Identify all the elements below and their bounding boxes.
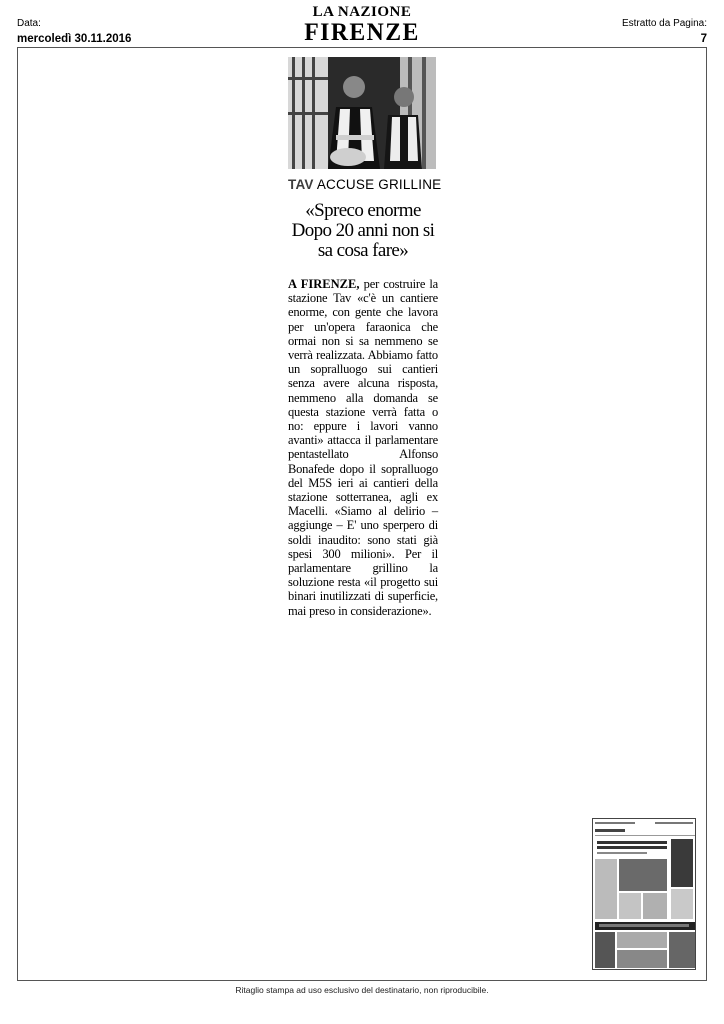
masthead-city: FIRENZE [304,19,420,46]
article-kicker [288,177,441,192]
article-lead: A FIRENZE, [288,277,360,291]
page-label: Estratto da Pagina: [621,18,707,29]
kicker-tag: TAV [288,177,314,192]
page-block [622,17,707,46]
article-headline: «Spreco enorme Dopo 20 anni non si sa cosa fare» [291,200,435,261]
footer-disclaimer: Ritaglio stampa ad uso esclusivo del destinatario, non riproducibile. [235,985,489,995]
article-body [288,277,438,618]
article-photo [288,57,436,169]
date-block [17,17,131,46]
masthead [262,4,462,45]
photo-workers-image [288,57,436,169]
date-label: Data: [17,18,41,29]
kicker-text: ACCUSE GRILLINE [316,177,442,192]
article-text: per costruire la stazione Tav «c'è un cantiere enorme, con gente che lavora per un'opera faraonica che ormai non si sa nemmeno se verrà realizzata. Abbiamo fatto un sopralluogo sui cantieri senza avere alcuna risposta, nemmeno alla domanda se questa stazione verrà fatta o no: eppure i lavori vanno avanti» attacca il parlamentare pentastellato Alfonso Bonafede dopo il sopralluogo del M5S ieri ai cantieri della stazione sotterranea, agli ex Macelli. «Siamo al delirio – aggiunge – E' uno sperpero di soldi inaudito: sono stati già spesi 300 milioni». Per il parlamentare grillino la soluzione resta «il progetto sui binari inutilizzati di superficie, mai preso in considerazione». [288,277,439,618]
date-value: mercoledì 30.11.2016 [17,33,132,45]
masthead-newspaper: LA NAZIONE [312,4,412,20]
page-thumbnail-image [593,819,696,970]
page-number: 7 [700,33,707,45]
page-thumbnail [592,818,696,970]
